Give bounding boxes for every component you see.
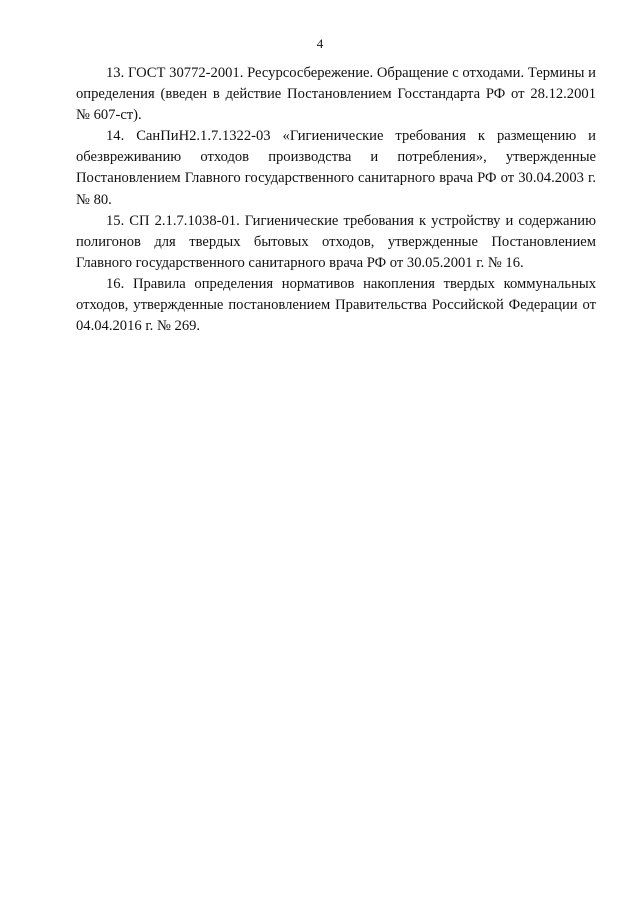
- reference-item-13: 13. ГОСТ 30772-2001. Ресурсосбережение. Обращение с отходами. Термины и определения (введен в действие Постановлением Госстандарта РФ от 28.12.2001 № 607-ст).: [76, 65, 596, 124]
- page-number: 4: [316, 36, 324, 51]
- reference-list: [76, 63, 596, 337]
- reference-item-14: 14. СанПиН2.1.7.1322-03 «Гигиенические требования к размещению и обезвреживанию отходов производства и потребления», утвержденные Постановлением Главного государственного санитарного врача РФ от 30.04.2003 г. № 80.: [76, 128, 596, 208]
- reference-item-15: 15. СП 2.1.7.1038-01. Гигиенические требования к устройству и содержанию полигонов для твердых бытовых отходов, утвержденные Постановлением Главного государственного санитарного врача РФ от 30.05.2001 г. № 16.: [76, 212, 596, 271]
- reference-item-16: 16. Правила определения нормативов накопления твердых коммунальных отходов, утвержденные постановлением Правительства Российской Федерации от 04.04.2016 г. № 269.: [76, 275, 596, 335]
